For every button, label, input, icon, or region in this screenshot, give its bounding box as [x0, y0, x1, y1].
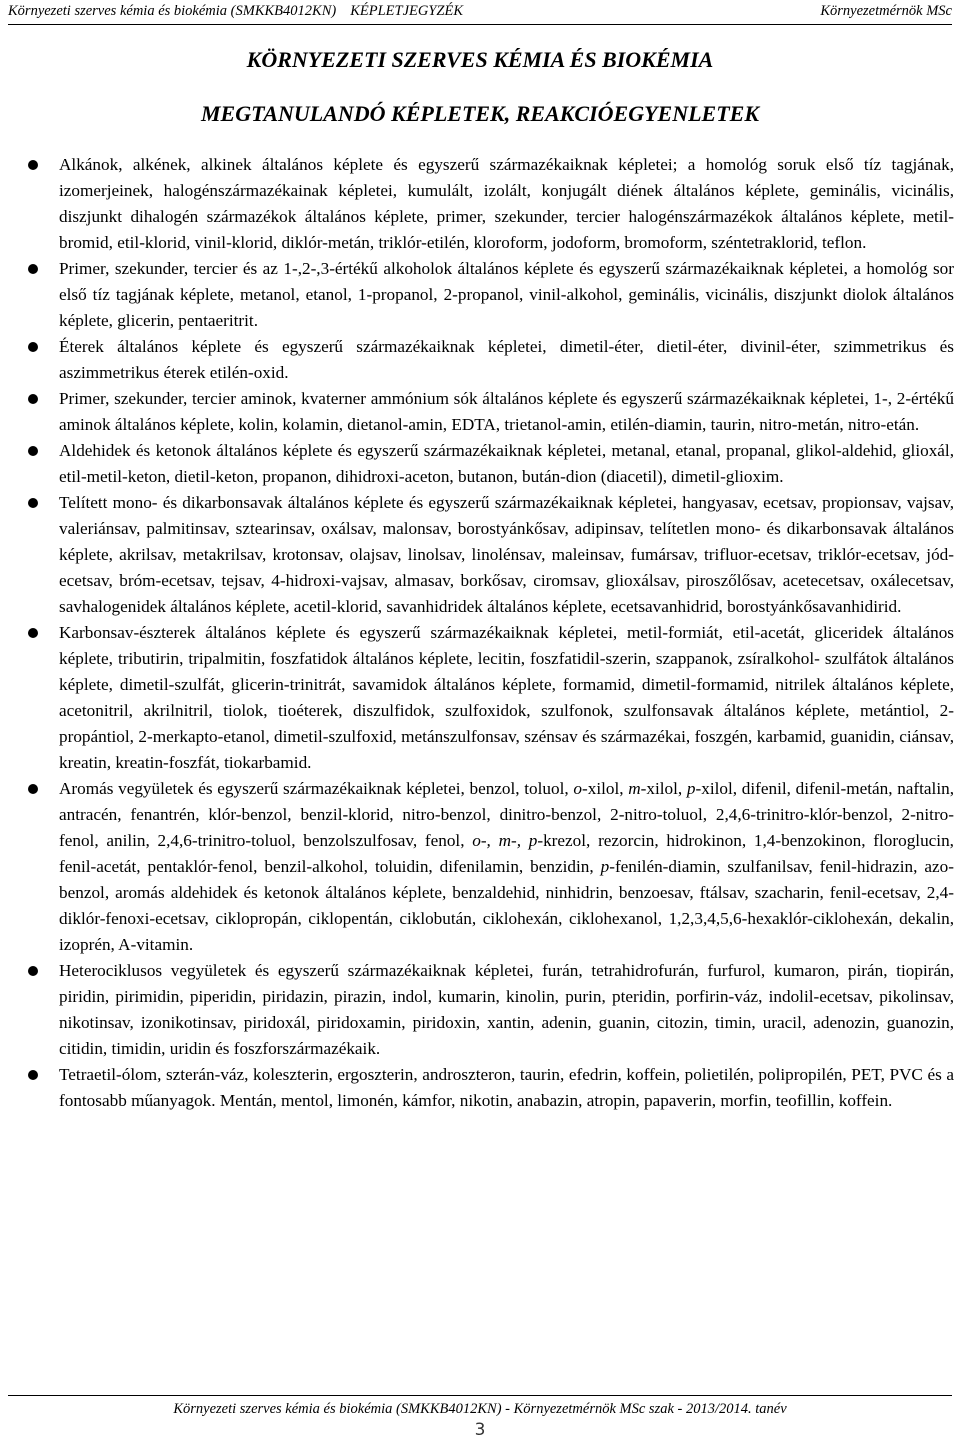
- running-header: [8, 0, 952, 25]
- bullet-icon: [28, 1070, 38, 1080]
- list-item: [0, 776, 960, 958]
- list-item: [0, 386, 960, 438]
- running-header-left: [8, 0, 463, 22]
- list-item-text: Heterociklusos vegyületek és egyszerű származékaiknak képletei, furán, tetrahidrofurán, furfurol, kumaron, pirán, tiopirán, piridin, pirimidin, piperidin, piridazin, pirazin, indol, kumarin, kinolin, purin, pteridin, porfirin-váz, indolil-ecetsav, pikolinsav, nikotinsav, izonikotinsav, piridoxál, piridoxamin, piridoxin, xantin, adenin, guanin, citozin, timin, uracil, adenozin, guanozin, citidin, timidin, uridin és foszforszármazékaik.: [59, 961, 954, 1058]
- document-title: KÖRNYEZETI SZERVES KÉMIA ÉS BIOKÉMIA: [246, 47, 714, 72]
- formula-topic-list: [0, 152, 960, 1114]
- list-item: [0, 620, 960, 776]
- document-subtitle: MEGTANULANDÓ KÉPLETEK, REAKCIÓEGYENLETEK: [200, 101, 760, 126]
- list-item-text: Primer, szekunder, tercier aminok, kvaterner ammónium sók általános képlete és egyszerű származékaiknak képletei, 1-, 2-értékű aminok általános képlete, kolin, kolamin, dietanol-amin, EDTA, trietanol-amin, etilén-diamin, taurin, nitro-metán, nitro-etán.: [59, 389, 954, 434]
- page-number: 3: [474, 1420, 486, 1440]
- list-item: [0, 256, 960, 334]
- bullet-icon: [28, 160, 38, 170]
- list-item-text: Alkánok, alkének, alkinek általános képlete és egyszerű származékaiknak képletei; a homológ soruk első tíz tagjának, izomerjeinek, halogénszármazékainak képletei, kumulált, izolált, konjugált diének általános képlete, geminális, vicinális, diszjunkt dihalogén származékok általános képlete, primer, szekunder, tercier halogénszármazékok általános képlete, metil-bromid, etil-klorid, vinil-klorid, diklór-metán, triklór-etilén, kloroform, jodoform, bromoform, széntetraklorid, teflon.: [59, 155, 954, 252]
- bullet-icon: [28, 628, 38, 638]
- list-item: [0, 490, 960, 620]
- list-item-text: Primer, szekunder, tercier és az 1-,2-,3-értékű alkoholok általános képlete és egyszerű származékaiknak képletei, a homológ sor első tíz tagjának képlete, metanol, etanol, 1-propanol, 2-propanol, vinil-alkohol, geminális, vicinális, diszjunkt diolok általános képlete, glicerin, pentaeritrit.: [59, 259, 954, 330]
- list-item-text: Aromás vegyületek és egyszerű származékaiknak képletei, benzol, toluol, o-xilol, m-xilol, p-xilol, difenil, difenil-metán, naftalin, antracén, fenantrén, klór-benzol, benzil-klorid, nitro-benzol, dinitro-benzol, 2-nitro-toluol, 2,4,6-trinitro-klór-benzol, 2-nitro-fenol, anilin, 2,4,6-trinitro-toluol, benzolszulfosav, fenol, o-, m-, p-krezol, rezorcin, hidrokinon, 1,4-benzokinon, floroglucin, fenil-acetát, pentaklór-fenol, benzil-alkohol, toluidin, difenilamin, benzidin, p-fenilén-diamin, szulfanilsav, fenil-hidrazin, azo-benzol, aromás aldehidek és ketonok általános képlete, benzaldehid, ninhidrin, benzoesav, ftálsav, szacharin, fenil-ecetsav, 2,4-diklór-fenoxi-ecetsav, ciklopropán, ciklopentán, ciklobután, ciklohexán, ciklohexanol, 1,2,3,4,5,6-hexaklór-ciklohexán, dekalin, izoprén, A-vitamin.: [59, 779, 954, 954]
- bullet-icon: [28, 446, 38, 456]
- header-program: Környezetmérnök MSc: [820, 3, 952, 19]
- list-item-text: Aldehidek és ketonok általános képlete és egyszerű származékaiknak képletei, metanal, etanal, propanal, glikol-aldehid, glioxál, etil-metil-keton, dietil-keton, propanon, dihidroxi-aceton, butanon, bután-dion (diacetil), dimetil-glioxim.: [59, 441, 954, 486]
- bullet-icon: [28, 966, 38, 976]
- header-course: Környezeti szerves kémia és biokémia (SMKKB4012KN): [8, 3, 337, 19]
- list-item-text: Tetraetil-ólom, szterán-váz, koleszterin, ergoszterin, androszteron, taurin, efedrin, koffein, polietilén, polipropilén, PET, PVC és a fontosabb műanyagok. Mentán, mentol, limonén, kámfor, nikotin, anabazin, atropin, papaverin, morfin, teofillin, koffein.: [59, 1065, 954, 1110]
- footer-text: Környezeti szerves kémia és biokémia (SMKKB4012KN) - Környezetmérnök MSc szak - 2013/2014. tanév: [173, 1401, 787, 1417]
- bullet-icon: [28, 498, 38, 508]
- header-doc-type: KÉPLETJEGYZÉK: [350, 3, 464, 19]
- list-item-text: Éterek általános képlete és egyszerű származékaiknak képletei, dimetil-éter, dietil-éter, divinil-éter, szimmetrikus és aszimmetrikus éterek etilén-oxid.: [59, 337, 954, 382]
- bullet-icon: [28, 784, 38, 794]
- list-item: [0, 152, 960, 256]
- list-item: [0, 958, 960, 1062]
- bullet-icon: [28, 264, 38, 274]
- bullet-icon: [28, 394, 38, 404]
- list-item: [0, 1062, 960, 1114]
- list-item: [0, 438, 960, 490]
- bullet-icon: [28, 342, 38, 352]
- list-item: [0, 334, 960, 386]
- list-item-text: Karbonsav-észterek általános képlete és egyszerű származékaiknak képletei, metil-formiát, etil-acetát, gliceridek általános képlete, tributirin, tripalmitin, foszfatidok általános képlete, lecitin, foszfatidil-szerin, szappanok, zsíralkohol- szulfátok általános képlete, dimetil-szulfát, glicerin-trinitrát, savamidok általános képlete, formamid, dimetil-formamid, nitrilek általános képlete, acetonitril, akrilnitril, tiolok, tioéterek, diszulfidok, szulfoxidok, szulfonok, szulfonsavak általános képlete, metántiol, 2-propántiol, 2-merkapto-etanol, dimetil-szulfoxid, metánszulfonsav, szénsav és származékai, foszgén, karbamid, guanidin, ciánsav, kreatin, kreatin-foszfát, tiokarbamid.: [59, 623, 954, 772]
- list-item-text: Telített mono- és dikarbonsavak általános képlete és egyszerű származékaiknak képletei, hangyasav, ecetsav, propionsav, vajsav, valeriánsav, palmitinsav, sztearinsav, oxálsav, malonsav, borostyánkősav, adipinsav, telítetlen mono- és dikarbonsavak általános képlete, akrilsav, metakrilsav, krotonsav, olajsav, linolsav, linolénsav, maleinsav, fumársav, trifluor-ecetsav, triklór-ecetsav, jód-ecetsav, bróm-ecetsav, tejsav, 4-hidroxi-vajsav, almasav, borkősav, ciromsav, glioxálsav, piroszőlősav, acetecetsav, oxálecetsav, savhalogenidek általános képlete, acetil-klorid, savanhidridek általános képlete, ecetsavanhidrid, borostyánkősavanhidirid.: [59, 493, 954, 616]
- footer-divider: [8, 1395, 952, 1396]
